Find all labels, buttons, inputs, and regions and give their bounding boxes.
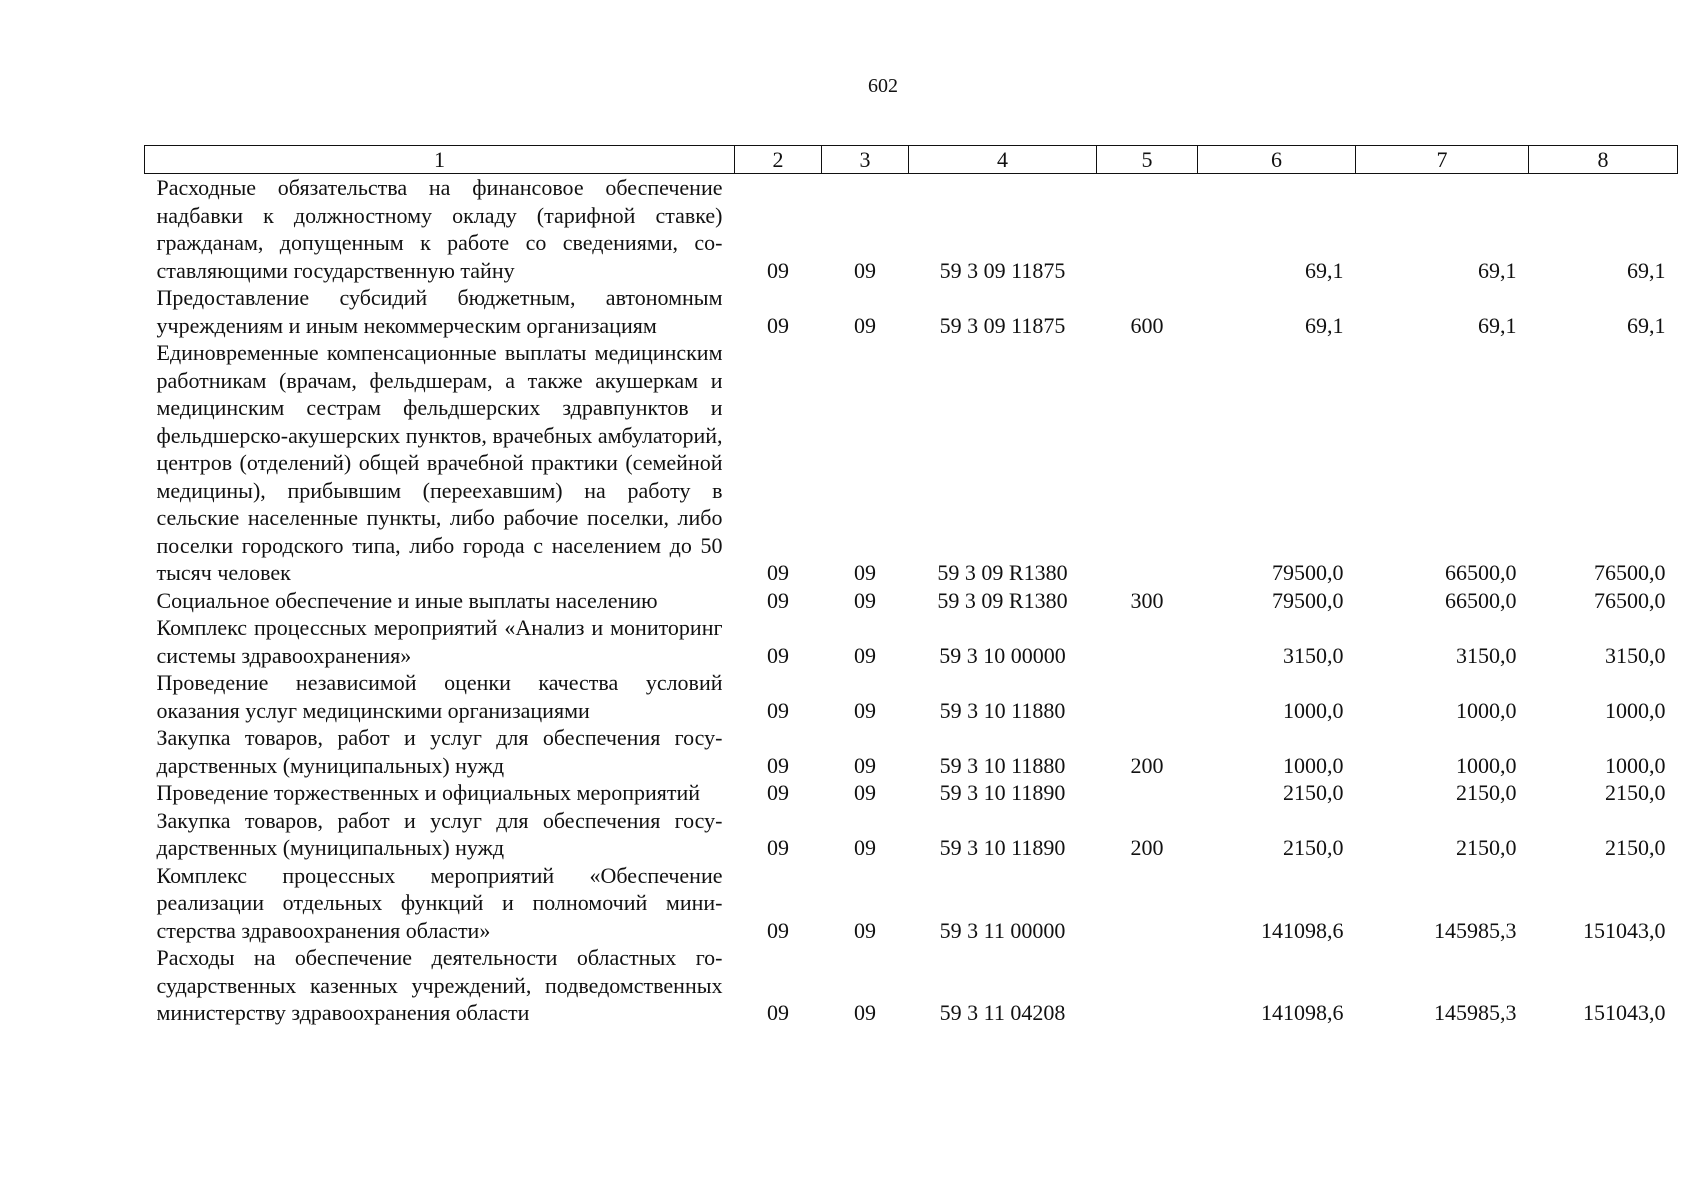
row-section: 09 <box>767 697 789 723</box>
row-amount-year1: 2150,0 <box>1283 835 1344 860</box>
row-name: Расходы на обеспечение деятельности областных государственных казенных учреждений, подведомственных министерству здравоохранения области <box>156 945 723 1025</box>
row-expense-type <box>1097 944 1198 1027</box>
row-expense-type <box>1097 862 1198 945</box>
row-amount-year2: 66500,0 <box>1445 560 1517 585</box>
row-amount-year2: 1000,0 <box>1456 752 1517 778</box>
column-header: 4 <box>909 146 1097 174</box>
row-amount-year1: 79500,0 <box>1272 560 1344 585</box>
row-target-article: 59 3 09 R1380 <box>937 560 1068 585</box>
row-subsection: 09 <box>854 642 876 668</box>
row-section: 09 <box>767 560 789 585</box>
row-section: 09 <box>767 642 789 668</box>
row-target-article: 59 3 10 11880 <box>939 752 1066 778</box>
row-target-article: 59 3 09 R1380 <box>937 587 1068 613</box>
row-amount-year3: 1000,0 <box>1605 752 1666 778</box>
row-target-article: 59 3 11 00000 <box>939 917 1066 943</box>
row-section: 09 <box>767 312 789 338</box>
row-target-article: 59 3 11 04208 <box>939 1000 1066 1025</box>
row-expense-type <box>1097 779 1198 807</box>
row-subsection: 09 <box>854 780 876 805</box>
row-name: Закупка товаров, работ и услуг для обеспечения государственных (муниципальных) нужд <box>156 807 723 860</box>
page-number: 602 <box>868 75 898 97</box>
row-target-article: 59 3 10 00000 <box>939 642 1066 668</box>
column-header: 1 <box>145 146 735 174</box>
table-row <box>145 779 1678 807</box>
row-amount-year3: 3150,0 <box>1605 642 1666 668</box>
row-expense-type: 200 <box>1130 752 1164 778</box>
row-name: Комплекс процессных мероприятий «Анализ и мониторинг системы здравоохранения» <box>156 615 723 668</box>
table-row <box>145 862 1678 945</box>
row-amount-year2: 3150,0 <box>1456 642 1517 668</box>
row-expense-type: 600 <box>1130 312 1164 338</box>
table-row <box>145 587 1678 615</box>
row-section: 09 <box>767 1000 789 1025</box>
table-header <box>145 146 1678 174</box>
row-amount-year1: 69,1 <box>1305 257 1344 283</box>
table-row <box>145 174 1678 285</box>
row-target-article: 59 3 10 11890 <box>939 780 1066 805</box>
row-section: 09 <box>767 780 789 805</box>
row-amount-year1: 141098,6 <box>1261 1000 1344 1025</box>
row-expense-type <box>1097 174 1198 285</box>
row-amount-year3: 1000,0 <box>1605 697 1666 723</box>
table-row <box>145 944 1678 1027</box>
column-header: 5 <box>1097 146 1198 174</box>
row-name: Комплекс процессных мероприятий «Обеспечение реализации отдельных функций и полномочий министерства здравоохранения области» <box>156 862 723 943</box>
row-amount-year2: 1000,0 <box>1456 697 1517 723</box>
row-target-article: 59 3 10 11880 <box>939 697 1066 723</box>
row-subsection: 09 <box>854 587 876 613</box>
column-header: 2 <box>735 146 822 174</box>
row-target-article: 59 3 09 11875 <box>939 312 1066 338</box>
row-amount-year3: 2150,0 <box>1605 835 1666 860</box>
row-expense-type: 300 <box>1130 587 1164 613</box>
table-row <box>145 669 1678 724</box>
budget-table <box>144 145 1678 1027</box>
table-row <box>145 724 1678 779</box>
row-amount-year1: 1000,0 <box>1283 697 1344 723</box>
row-expense-type: 200 <box>1130 835 1164 860</box>
row-name: Предоставление субсидий бюджетным, автономным учреждениям и иным некоммерческим организациям <box>156 285 723 338</box>
row-subsection: 09 <box>854 312 876 338</box>
row-section: 09 <box>767 257 789 283</box>
row-amount-year2: 66500,0 <box>1445 587 1517 613</box>
row-subsection: 09 <box>854 752 876 778</box>
header-row <box>145 146 1678 174</box>
column-header: 6 <box>1198 146 1356 174</box>
row-amount-year1: 1000,0 <box>1283 752 1344 778</box>
row-subsection: 09 <box>854 257 876 283</box>
table-body <box>145 174 1678 1027</box>
row-amount-year1: 69,1 <box>1305 312 1344 338</box>
row-amount-year2: 69,1 <box>1478 257 1517 283</box>
column-header: 8 <box>1529 146 1678 174</box>
column-header: 3 <box>822 146 909 174</box>
row-target-article: 59 3 09 11875 <box>939 257 1066 283</box>
row-section: 09 <box>767 917 789 943</box>
row-amount-year2: 145985,3 <box>1434 917 1517 943</box>
row-amount-year1: 3150,0 <box>1283 642 1344 668</box>
row-amount-year2: 69,1 <box>1478 312 1517 338</box>
row-target-article: 59 3 10 11890 <box>939 835 1066 860</box>
row-amount-year1: 79500,0 <box>1272 587 1344 613</box>
row-name: Социальное обеспечение и иные выплаты населению <box>156 587 658 613</box>
row-subsection: 09 <box>854 560 876 585</box>
row-subsection: 09 <box>854 835 876 860</box>
row-subsection: 09 <box>854 697 876 723</box>
row-expense-type <box>1097 339 1198 587</box>
row-section: 09 <box>767 587 789 613</box>
row-name: Проведение независимой оценки качества условий оказания услуг медицинскими организациями <box>156 670 723 723</box>
row-section: 09 <box>767 835 789 860</box>
row-amount-year3: 76500,0 <box>1594 560 1666 585</box>
row-amount-year3: 2150,0 <box>1605 780 1666 805</box>
table-row <box>145 807 1678 862</box>
table-row <box>145 339 1678 587</box>
row-subsection: 09 <box>854 917 876 943</box>
row-amount-year1: 141098,6 <box>1261 917 1344 943</box>
column-header: 7 <box>1356 146 1529 174</box>
row-section: 09 <box>767 752 789 778</box>
row-amount-year3: 69,1 <box>1627 312 1666 338</box>
row-expense-type <box>1097 669 1198 724</box>
row-amount-year2: 2150,0 <box>1456 835 1517 860</box>
row-name: Закупка товаров, работ и услуг для обеспечения государственных (муниципальных) нужд <box>156 725 723 778</box>
row-expense-type <box>1097 614 1198 669</box>
row-name: Проведение торжественных и официальных мероприятий <box>156 780 701 805</box>
row-name: Расходные обязательства на финансовое обеспечение надбавки к должностному окладу (тарифной ставке) гражданам, допущенным к работе со сведениями, составляющими государственную тайну <box>156 175 723 283</box>
row-amount-year3: 151043,0 <box>1583 917 1666 943</box>
row-amount-year3: 69,1 <box>1627 257 1666 283</box>
row-amount-year1: 2150,0 <box>1283 780 1344 805</box>
row-amount-year2: 2150,0 <box>1456 780 1517 805</box>
table-row <box>145 614 1678 669</box>
row-amount-year3: 76500,0 <box>1594 587 1666 613</box>
row-subsection: 09 <box>854 1000 876 1025</box>
row-amount-year3: 151043,0 <box>1583 1000 1666 1025</box>
table-row <box>145 284 1678 339</box>
row-amount-year2: 145985,3 <box>1434 1000 1517 1025</box>
row-name: Единовременные компенсационные выплаты медицинским работникам (врачам, фельдшерам, а также акушеркам и медицинским сестрам фельдшерских здравпунктов и фельдшерско-акушерских пунктов, врачебных амбулаторий, центров (отделений) общей врачебной практики (семейной медицины), прибывшим (переехавшим) на работу в сельские населенные пункты, либо рабочие поселки, либо поселки городского типа, либо города с населением до 50 тысяч человек <box>156 340 723 585</box>
